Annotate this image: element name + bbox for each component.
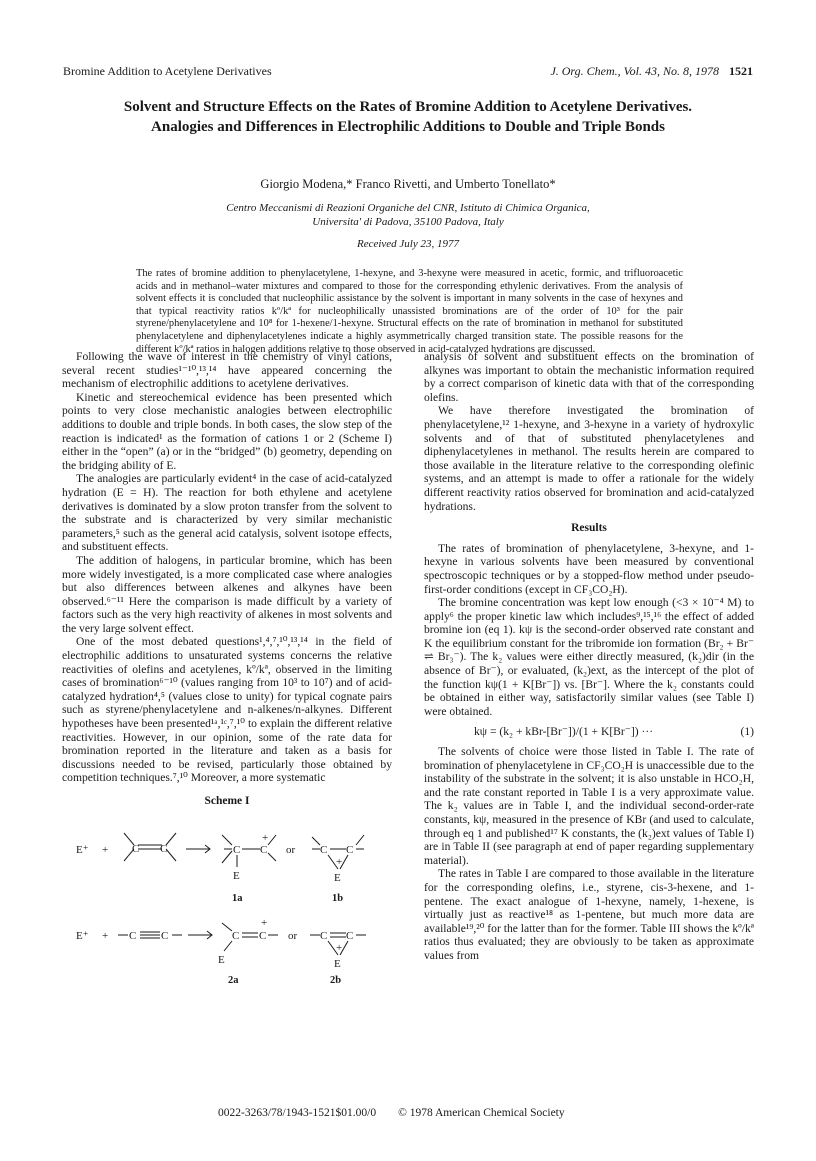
equation-number: (1) [740, 725, 754, 739]
svg-text:C: C [233, 843, 241, 856]
page-number: 1521 [729, 64, 753, 78]
equation-1 [424, 725, 754, 739]
section-heading: Results [571, 522, 607, 535]
paragraph: The solvents of choice were those listed in Table I. The rate of bromination of phenylacetylene in CF₃CO₂H is unaccessible due to the instability of the substrate in the solvent; it is also unstable in HCO₂H, and the rate constant reported in Table I is a very approximate value. The k₂ values are in Table I, and the individual second-order-rate constants, kψ, measured in the presence of KBr (and used to calculate, through eq 1 and published¹⁷ K constants, the (k₂)ext values of Table I) are in Table II (see paragraph at end of paper regarding supplementary material). [424, 745, 754, 867]
svg-text:C: C [320, 843, 328, 856]
paragraph: The analogies are particularly evident⁴ in the case of acid-catalyzed hydration (E = H). The reaction for both ethylene and acetylene derivatives is dominated by a slow proton transfer from the solvent to the substrate and is characterized by very similar mechanistic parameters,⁵ such as the general acid catalysis, solvent isotope effects, and substituent effects. [62, 472, 392, 554]
svg-text:C: C [232, 929, 240, 942]
svg-text:C: C [259, 929, 267, 942]
scheme-title: Scheme I [204, 795, 250, 807]
svg-text:C: C [132, 842, 140, 855]
compound-label: 2b [330, 974, 342, 986]
right-column [424, 350, 754, 963]
reaction-arrow [188, 931, 212, 939]
paragraph: The rates in Table I are compared to those available in the literature for the corresponding olefins, i.e., styrene, cis-3-hexene, and 1-pentene. The exact analogue of 1-hexyne, namely, 1-hexene, is virtually just as reactive¹⁸ as 1-pentene, but much more data are available¹⁹,²⁰ for the latter than for the former. Table III shows the kº/kª ratios thus evaluated; they are obviously to be taken as approximate values from [424, 867, 754, 962]
electrophile-label: E⁺ [76, 843, 89, 856]
electrophile-substituent: E [334, 871, 341, 884]
journal-citation: J. Org. Chem., Vol. 43, No. 8, 1978 [550, 64, 719, 78]
scheme-figure [62, 811, 392, 987]
paragraph: The addition of halogens, in particular bromine, which has been more widely investigated, is a more complicated case where analogies but also differences between alkenes and alkynes have been observed.⁶⁻¹¹ Here the comparison is made difficult by a variety of factors such as the very high reactivity of alkenes in most solvents and the very large solvent effect. [62, 553, 392, 635]
paragraph: analysis of solvent and substituent effects on the bromination of alkynes was important to obtain the mechanistic information required by a correct comparison of kinetic data with that of the corresponding olefins. [424, 350, 754, 404]
equation-body: kψ = (k₂ + kBr-[Br⁻])/(1 + K[Br⁻]) ··· [474, 725, 654, 739]
svg-text:C: C [320, 929, 328, 942]
author-list: Giorgio Modena,* Franco Rivetti, and Umberto Tonellato* [260, 177, 556, 191]
compound-label: 2a [228, 974, 239, 986]
cation-charge: + [262, 831, 269, 844]
or-label: or [288, 929, 298, 942]
cation-charge: + [336, 941, 343, 954]
electrophile-substituent: E [218, 953, 225, 966]
paragraph: Following the wave of interest in the chemistry of vinyl cations, several recent studies¹⁻¹⁰,¹³,¹⁴ have appeared concerning the mechanism of electrophilic additions to acetylene derivatives. [62, 350, 392, 391]
paragraph: We have therefore investigated the bromination of phenylacetylene,¹² 1-hexyne, and 3-hexyne in a variety of hydroxylic solvents and of that of substituted phenylacetylenes and diphenylacetylenes in methanol. The results herein are compared to those available in the literature relative to the corresponding olefinic systems, and an attempt is made to offer a rationale for the widely different reactivity ratios observed for bromination and acid-catalyzed hydrations. [424, 404, 754, 513]
svg-text:C: C [129, 929, 137, 942]
alkyne-structure [118, 932, 182, 938]
svg-text:C: C [260, 843, 268, 856]
electrophile-label: E⁺ [76, 929, 89, 942]
paragraph: Kinetic and stereochemical evidence has been presented which points to very close mechanistic analogies between electrophilic additions to double and triple bonds. In both cases, the slow step of the reaction is indicated¹ as the formation of cations 1 or 2 (Scheme I) either in the “open” (a) or in the “bridged” (b) geometry, depending on the bridging ability of E. [62, 390, 392, 472]
affiliation [0, 202, 816, 229]
electrophile-substituent: E [334, 957, 341, 970]
copyright-notice: © 1978 American Chemical Society [398, 1107, 565, 1119]
svg-text:C: C [160, 842, 168, 855]
svg-text:C: C [161, 929, 169, 942]
compound-label: 1b [332, 892, 344, 904]
compound-label: 1a [232, 892, 243, 904]
left-column [62, 350, 392, 987]
paragraph: The rates of bromination of phenylacetylene, 3-hexyne, and 1-hexyne in various solvents have been measured by conventional spectroscopic techniques or by a stopped-flow method under pseudo-first-order conditions (except in CF₃CO₂H). [424, 541, 754, 596]
or-label: or [286, 843, 296, 856]
open-vinyl-cation-2a [222, 923, 278, 951]
article-code: 0022-3263/78/1943-1521$01.00/0 [218, 1107, 377, 1119]
svg-text:C: C [346, 843, 354, 856]
running-title: Bromine Addition to Acetylene Derivatives [63, 64, 272, 78]
page-footer [218, 1107, 565, 1119]
paragraph: One of the most debated questions¹,⁴,⁷,¹⁰,¹³,¹⁴ in the field of electrophilic additions to unsaturated systems concerns the relative reactivities of olefins and acetylenes, kº/kª, observed in the limiting cases of bromination⁶⁻¹⁰ (values ranging from 10³ to 10⁷) and of acid-catalyzed hydration⁴,⁵ (values close to unity) for typical cognate pairs such as styrene/phenylacetylene and n-alkenes/n-alkynes. Different hypotheses have been presented¹ᵃ,¹ᶜ,⁷,¹⁰ to explain the different relative reactivities. However, in our opinion, some of the rate data for bromination reported in the literature and taken as a basis for discussions needed to be revised, particularly those obtained by competition techniques.⁷,¹⁰ Moreover, a more systematic [62, 635, 392, 785]
affiliation-line: Centro Meccanismi di Reazioni Organiche del CNR, Istituto di Chimica Organica, [226, 202, 590, 214]
reaction-arrow [186, 845, 210, 853]
plus-sign: + [102, 843, 109, 856]
electrophile-substituent: E [233, 869, 240, 882]
paragraph: The bromine concentration was kept low enough (<3 × 10⁻⁴ M) to apply⁶ the proper kinetic law which includes⁹,¹⁵,¹⁶ the effect of added bromine ion (eq 1). kψ is the second-order observed rate constant and K the equilibrium constant for the tribromide ion formation (Br₂ + Br⁻ ⇌ Br₃⁻). The k₂ values were either directly measured, (k₂)dir (in the absence of Br⁻), or evaluated, (k₂)ext, as the intercept of the plot of the function kψ(1 + K[Br⁻]) vs. [Br⁻]. Where the k₂ constants could be obtained in either way, satisfactorily similar values (see Table I) were obtained. [424, 596, 754, 718]
running-header [63, 64, 753, 79]
affiliation-line: Universita' di Padova, 35100 Padova, Italy [312, 215, 504, 228]
reaction-scheme [62, 811, 392, 987]
plus-sign: + [102, 929, 109, 942]
cation-charge: + [336, 855, 343, 868]
received-date: Received July 23, 1977 [356, 238, 459, 250]
article-title: Solvent and Structure Effects on the Rates of Bromine Addition to Acetylene Derivatives. Analogies and Differences in Electrophilic Additions to Double and Triple Bonds [123, 99, 693, 135]
abstract: The rates of bromine addition to phenylacetylene, 1-hexyne, and 3-hexyne were measured in acetic, formic, and trifluoroacetic acids and in methanol–water mixtures and compared to those for the corresponding ethylenic derivatives. From the analysis of solvent effects it is concluded that nucleophilic assistance by the solvent is important in many solvents in the case of hexynes and that typical reactivity ratios kº/kª for nucleophilically unassisted brominations are of the order of 10³ for the pair styrene/phenylacetylene and 10⁸ for 1-hexene/1-hexyne. Structural effects on the rate of bromination in methanol for substituted phenylacetylene and diphenylacetylenes indicate a highly asymmetrically charged transition state. The possible reasons for the different kº/kª ratios in halogen additions relative to those observed in acid-catalyzed hydrations are discussed. [136, 268, 683, 355]
cation-charge: + [261, 916, 268, 929]
svg-text:C: C [346, 929, 354, 942]
